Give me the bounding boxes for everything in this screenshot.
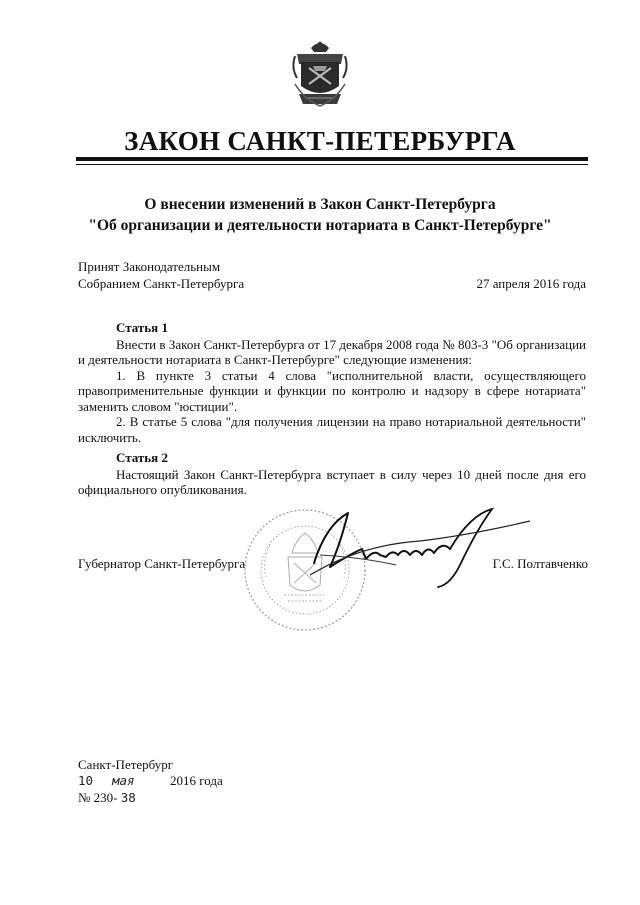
title-rule-thick: [76, 157, 588, 161]
governor-name: Г.С. Полтавченко: [492, 556, 588, 571]
article-1-paragraph: Внести в Закон Санкт-Петербурга от 17 декабря 2008 года № 803-3 "Об организации и деятельности нотариата в Санкт-Петербурге" следующие изменения:: [78, 336, 586, 367]
adopted-line-1: Принят Законодательным: [78, 259, 221, 274]
article-2-heading: Статья 2: [116, 450, 168, 465]
title-rule-thin: [76, 164, 588, 165]
signing-year: 2016 года: [170, 773, 223, 788]
adopted-line-2: Собранием Санкт-Петербурга: [78, 276, 245, 291]
signing-day: 10: [78, 773, 94, 788]
article-2: [78, 450, 586, 498]
law-title: ЗАКОН САНКТ-ПЕТЕРБУРГА: [124, 126, 516, 156]
law-number-prefix: № 230-: [78, 790, 118, 805]
handwritten-signature-icon: [300, 505, 540, 595]
law-number-value: 38: [120, 790, 136, 805]
subtitle-line-1: О внесении изменений в Закон Санкт-Петербурга: [144, 196, 496, 213]
adopted-date: 27 апреля 2016 года: [476, 276, 586, 291]
article-1-item-2: 2. В статье 5 слова "для получения лицензии на право нотариальной деятельности" исключить.: [78, 414, 586, 445]
article-1: [78, 320, 586, 445]
signing-place: Санкт-Петербург: [78, 757, 174, 772]
article-1-heading: Статья 1: [116, 320, 168, 335]
law-subtitle: [0, 194, 640, 236]
adopted-by: [78, 258, 244, 292]
law-number: [78, 790, 136, 806]
signing-date: [78, 773, 223, 789]
subtitle-line-2: "Об организации и деятельности нотариата в Санкт-Петербурге": [88, 217, 552, 234]
article-2-paragraph: Настоящий Закон Санкт-Петербурга вступает в силу через 10 дней после дня его официального опубликования.: [78, 466, 586, 497]
st-petersburg-coat-of-arms-icon: [291, 38, 349, 110]
signing-month: мая: [112, 773, 135, 788]
article-1-item-1: 1. В пункте 3 статьи 4 слова "исполнительной власти, осуществляющего правоприменительные функции и функции по контролю и надзору в сфере нотариата" заменить словом "юстиции".: [78, 367, 586, 414]
governor-title: Губернатор Санкт-Петербурга: [78, 556, 246, 571]
